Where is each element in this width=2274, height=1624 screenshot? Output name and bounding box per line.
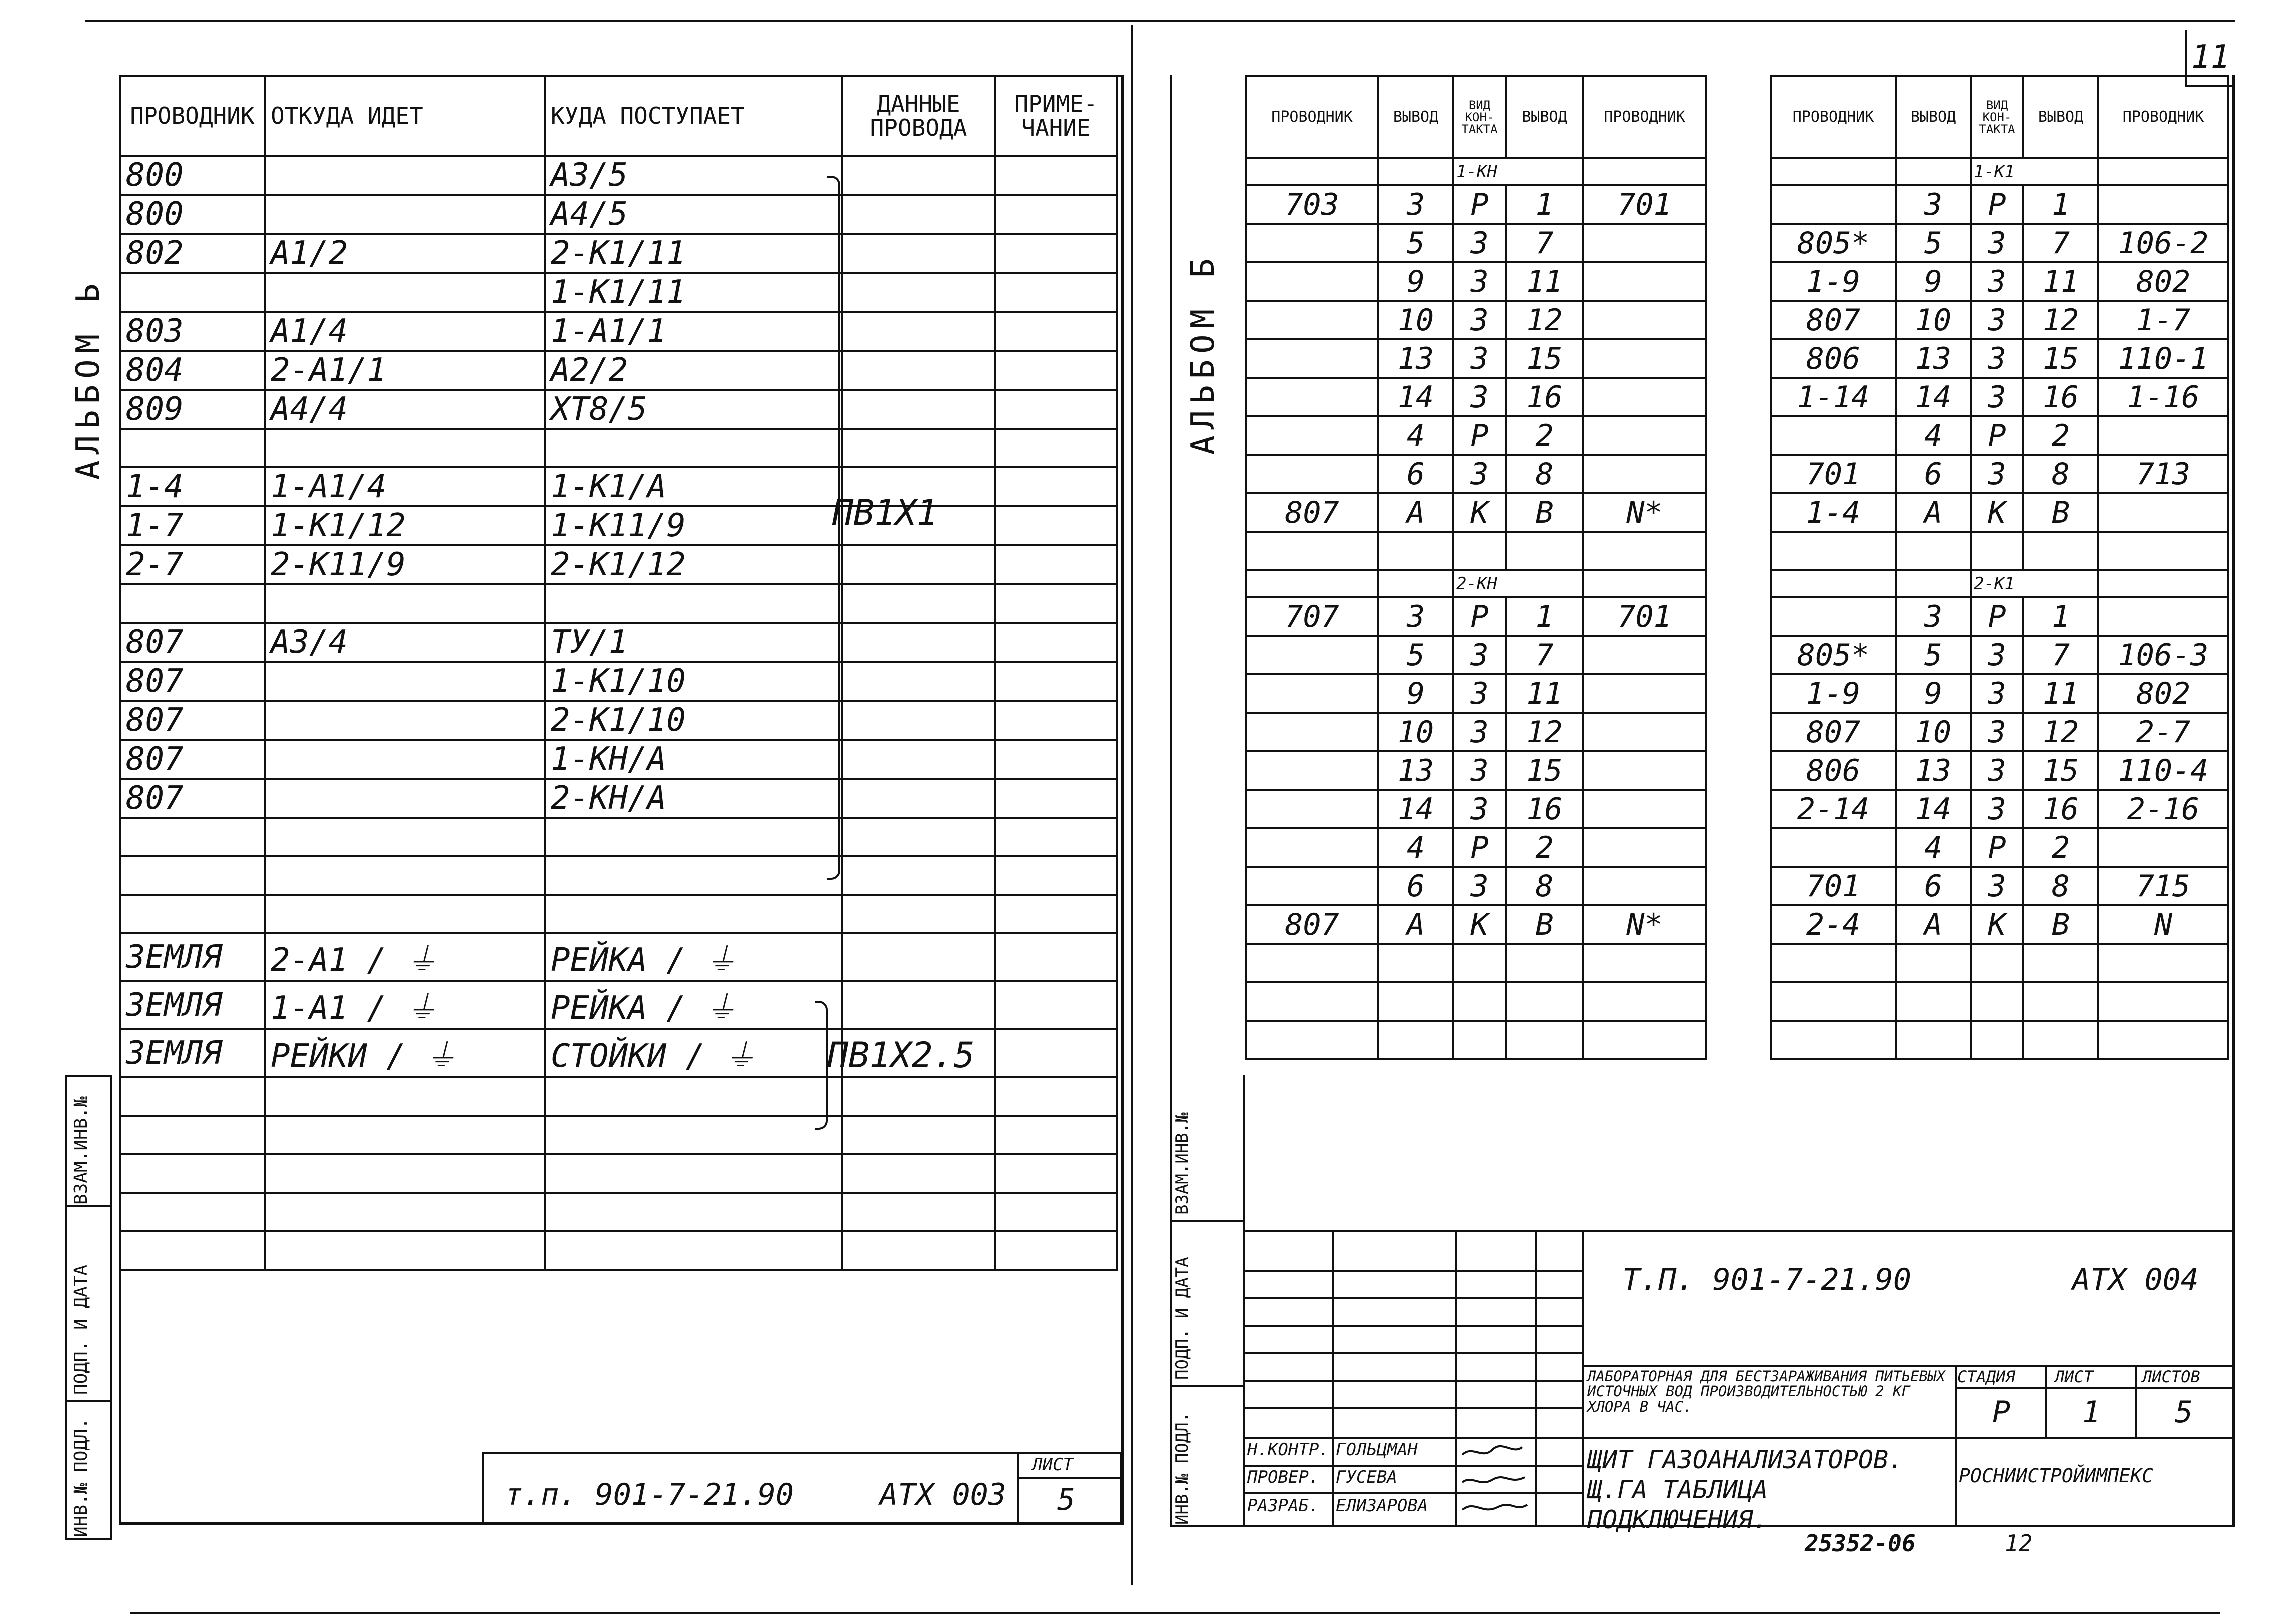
table-row: ЗЕМЛЯ 2-А1 / ⏚ РЕЙКА / ⏚	[120, 934, 1118, 982]
left-stamp-code: т.п. 901-7-21.90	[505, 1478, 794, 1512]
table-row	[120, 1232, 1118, 1270]
right-table-a	[1245, 75, 1707, 1060]
sheets-value: 5	[2175, 1395, 2194, 1430]
stage-label: СТАДИЯ	[1958, 1368, 2016, 1386]
left-stamp-doc: АТХ 003	[880, 1478, 1006, 1512]
wire-group-1: ПВ1Х1	[832, 492, 938, 534]
table-row: 5 З 7	[1246, 636, 1706, 674]
table-row: 807 2-КН/А	[120, 779, 1118, 818]
table-row	[120, 584, 1118, 623]
table-row: 701 6 З 8 715	[1771, 867, 2228, 906]
center-fold-line	[1132, 25, 1134, 1585]
table-row: 807 А К В N*	[1246, 494, 1706, 532]
table-row: 703 3 Р 1 701	[1246, 186, 1706, 224]
header-from: ОТКУДА ИДЕТ	[265, 76, 545, 156]
left-album-label: АЛЬБОМ Ь	[70, 278, 107, 480]
table-row: 807 А К В N*	[1246, 906, 1706, 944]
left-side-stamp-3: ВЗАМ.ИНВ.№	[71, 1096, 92, 1205]
wire-group-2: ПВ1Х2.5	[828, 1035, 976, 1076]
table-row: 701 6 З 8 713	[1771, 455, 2228, 494]
block-label: 1-К1	[1971, 158, 2098, 186]
organization: РОСНИИСТРОЙИМПЕКС	[1959, 1465, 2154, 1487]
table-row: 6 З 8	[1246, 455, 1706, 494]
page-number: 11	[2191, 39, 2230, 76]
table-row: 803 А1/4 1-А1/1	[120, 312, 1118, 351]
table-row: 2-14 14 З 16 2-16	[1771, 790, 2228, 828]
drawing-title: ЩИТ ГАЗОАНАЛИЗАТОРОВ. Щ.ГА ТАБЛИЦА ПОДКЛЮЧЕНИЯ.	[1588, 1446, 1904, 1534]
table-row	[120, 818, 1118, 856]
left-wiring-table	[119, 75, 1118, 1271]
table-row: 4 Р 2	[1771, 828, 2228, 867]
table-row: 806 13 З 15 110-1	[1771, 340, 2228, 378]
table-row: 807 10 З 12 1-7	[1771, 301, 2228, 340]
top-border-line	[85, 20, 2235, 22]
stage-value: Р	[1992, 1395, 2011, 1430]
table-row: 807 2-К1/10	[120, 701, 1118, 740]
table-row: 4 Р 2	[1246, 828, 1706, 867]
block-label-row	[1246, 158, 1706, 186]
right-table-a-header: ПРОВОДНИК ВЫВОД ВИД КОН-ТАКТА ВЫВОД ПРОВОДНИК	[1246, 76, 1706, 158]
signature-2	[1462, 1478, 1525, 1482]
table-row: 707 3 Р 1 701	[1246, 598, 1706, 636]
block-label: 2-КН	[1454, 570, 1584, 598]
table-row	[120, 1193, 1118, 1232]
left-table-header	[120, 76, 1118, 156]
footer-page: 12	[2005, 1530, 2033, 1557]
table-row: 1-14 14 З 16 1-16	[1771, 378, 2228, 416]
table-row: 14 З 16	[1246, 378, 1706, 416]
block-label: 1-КН	[1454, 158, 1584, 186]
table-row: 1-4 А К В	[1771, 494, 2228, 532]
table-row: 14 З 16	[1246, 790, 1706, 828]
sheet-label: ЛИСТ	[2055, 1368, 2094, 1386]
right-side-stamp-3: ВЗАМ.ИНВ.№	[1172, 1112, 1192, 1215]
table-row: 806 13 З 15 110-4	[1771, 752, 2228, 790]
table-row: 13 З 15	[1246, 340, 1706, 378]
header-wire-data: ДАННЫЕ ПРОВОДА	[842, 76, 995, 156]
signer-name-3: ЕЛИЗАРОВА	[1336, 1496, 1428, 1516]
table-row: 807 10 З 12 2-7	[1771, 713, 2228, 752]
table-row: 804 2-А1/1 А2/2	[120, 351, 1118, 390]
right-side-stamp-1: ИНВ.№ ПОДЛ.	[1172, 1412, 1192, 1525]
block-label-row	[1771, 158, 2228, 186]
header-conductor: ПРОВОДНИК	[120, 76, 265, 156]
table-row: 6 З 8	[1246, 867, 1706, 906]
right-album-label: АЛЬБОМ Б	[1185, 252, 1222, 455]
header-to: КУДА ПОСТУПАЕТ	[545, 76, 842, 156]
signer-name-2: ГУСЕВА	[1336, 1468, 1398, 1488]
title-doc: АТХ 004	[2072, 1262, 2199, 1298]
left-side-stamp-2: ПОДП. И ДАТА	[71, 1264, 92, 1395]
table-row: 9 З 11	[1246, 262, 1706, 301]
left-brace-2	[815, 1001, 828, 1130]
table-row: 9 З 11	[1246, 674, 1706, 713]
table-row	[120, 856, 1118, 895]
table-row: 3 Р 1	[1771, 186, 2228, 224]
sheet-value: 1	[2082, 1395, 2101, 1430]
signature-marks	[1458, 1440, 1532, 1525]
signer-role-3: РАЗРАБ.	[1248, 1496, 1320, 1516]
table-row: 807 А3/4 ТУ/1	[120, 623, 1118, 662]
table-row	[120, 895, 1118, 934]
table-row: 2-4 А К В N	[1771, 906, 2228, 944]
block-label: 2-К1	[1971, 570, 2098, 598]
signer-role-1: Н.КОНТР.	[1248, 1440, 1330, 1460]
signature-1	[1462, 1446, 1522, 1455]
left-stamp-sheet: 5	[1058, 1482, 1076, 1518]
table-row: ЗЕМЛЯ РЕЙКИ / ⏚ СТОЙКИ / ⏚	[120, 1030, 1118, 1078]
right-table-b-header: ПРОВОДНИК ВЫВОД ВИД КОН-ТАКТА ВЫВОД ПРОВОДНИК	[1771, 76, 2228, 158]
footer-number: 25352-06	[1805, 1530, 1916, 1557]
table-row: 800 А4/5	[120, 195, 1118, 234]
table-row: 807 1-КН/А	[120, 740, 1118, 779]
block-label-row	[1771, 570, 2228, 598]
right-table-b	[1770, 75, 2230, 1060]
table-row: 5 З 7	[1246, 224, 1706, 262]
table-row: 10 З 12	[1246, 301, 1706, 340]
table-row	[120, 1154, 1118, 1193]
table-row: 805* 5 З 7 106-2	[1771, 224, 2228, 262]
block-label-row	[1246, 570, 1706, 598]
bottom-edge-line	[130, 1612, 2220, 1614]
project-name: ЛАБОРАТОРНАЯ ДЛЯ БЕСТЗАРАЖИВАНИЯ ПИТЬЕВЫХ ИСТОЧНЫХ ВОД ПРОИЗВОДИТЕЛЬНОСТЬЮ 2 КГ ХЛОРА В ЧАС.	[1588, 1368, 1946, 1416]
table-row	[120, 429, 1118, 468]
table-row	[1246, 532, 1706, 570]
table-row: 4 Р 2	[1246, 416, 1706, 455]
table-row: 1-9 9 З 11 802	[1771, 674, 2228, 713]
signature-3	[1462, 1505, 1528, 1510]
table-row: 802 А1/2 2-К1/11	[120, 234, 1118, 273]
table-row: 2-7 2-К11/9 2-К1/12	[120, 546, 1118, 584]
left-stamp-sheet-label: ЛИСТ	[1032, 1455, 1074, 1475]
signer-role-2: ПРОВЕР.	[1248, 1468, 1320, 1488]
right-side-stamp-2: ПОДП. И ДАТА	[1172, 1257, 1192, 1380]
table-row: 805* 5 З 7 106-3	[1771, 636, 2228, 674]
table-row: 1-9 9 З 11 802	[1771, 262, 2228, 301]
table-row: ЗЕМЛЯ 1-А1 / ⏚ РЕЙКА / ⏚	[120, 982, 1118, 1030]
signer-name-1: ГОЛЬЦМАН	[1336, 1440, 1418, 1460]
table-row	[120, 1116, 1118, 1154]
left-side-stamp-1: ИНВ.№ ПОДЛ.	[71, 1418, 92, 1538]
table-row: 4 Р 2	[1771, 416, 2228, 455]
table-row: 800 А3/5	[120, 156, 1118, 195]
sheets-label: ЛИСТОВ	[2142, 1368, 2200, 1386]
table-row	[1771, 532, 2228, 570]
table-row: 1-7 1-К1/12 1-К11/9	[120, 506, 1118, 546]
table-row: 13 З 15	[1246, 752, 1706, 790]
table-row: 10 З 12	[1246, 713, 1706, 752]
table-row	[120, 1078, 1118, 1116]
title-code: Т.П. 901-7-21.90	[1622, 1262, 1912, 1298]
table-row: 807 1-К1/10	[120, 662, 1118, 701]
header-note: ПРИМЕ-ЧАНИЕ	[995, 76, 1118, 156]
table-row: 809 А4/4 ХТ8/5	[120, 390, 1118, 429]
table-row: 3 Р 1	[1771, 598, 2228, 636]
table-row: 1-К1/11	[120, 273, 1118, 312]
table-row: 1-4 1-А1/4 1-К1/А	[120, 468, 1118, 506]
